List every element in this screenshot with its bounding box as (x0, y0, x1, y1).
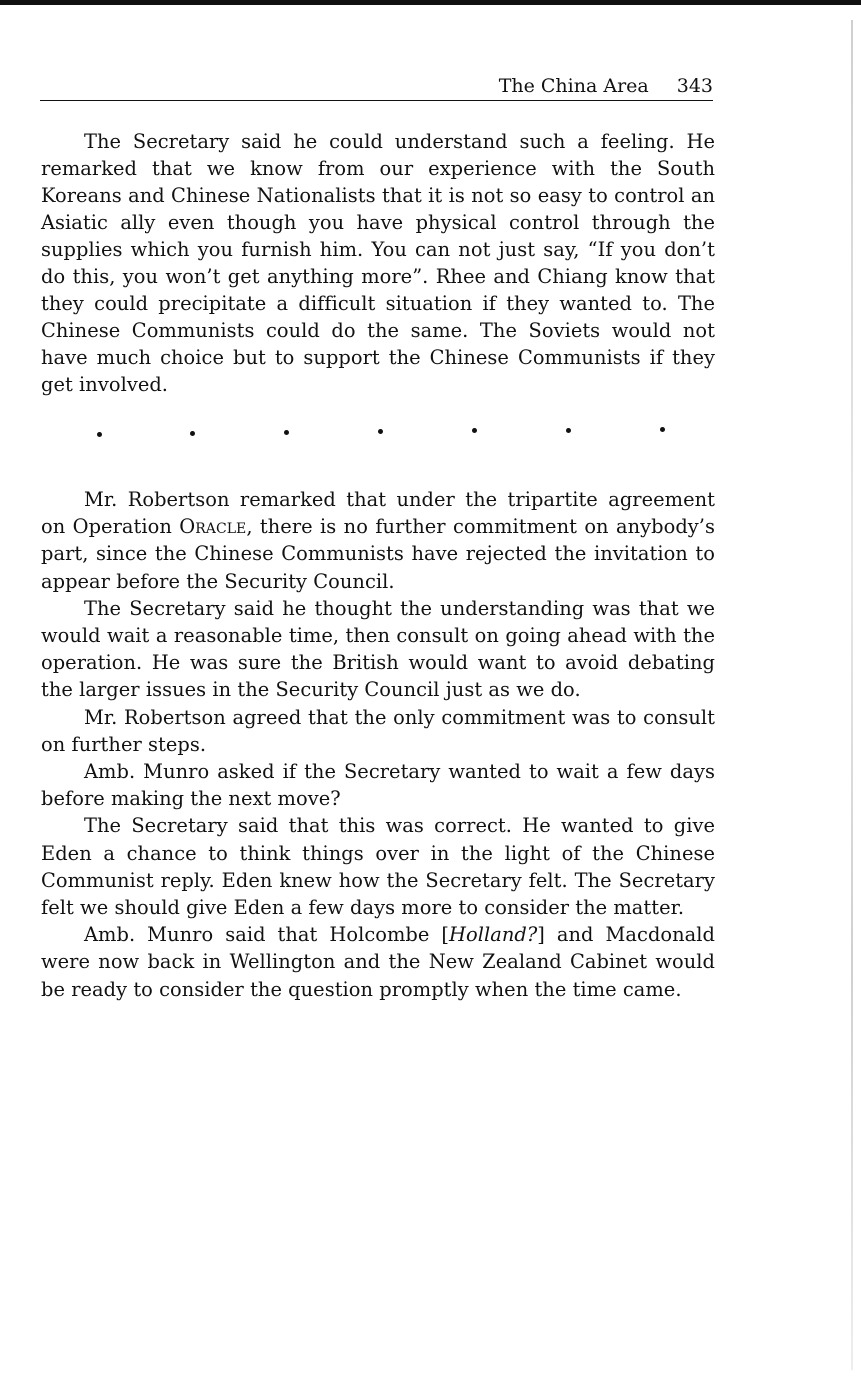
paragraph-secretary-eden: The Secretary said that this was correct. He wanted to give Eden a chance to think things over in the light of the Chinese Communist reply. Eden knew how the Secretary felt. The Secretary felt we should give Eden a few days more to consider the matter. (41, 814, 715, 920)
text-run: Mr. Robertson remarked that under the tripartite agreement on Operation (41, 488, 715, 539)
ellipsis-dot (472, 428, 477, 433)
text-run: ] and Macdonald were now back in Wellington and the New Zealand Cabinet would be ready to consider the question promptly when the time came. (41, 923, 715, 1001)
running-head (40, 74, 713, 101)
text-run: , there is no further commitment on anybody’s part, since the Chinese Communists have rejected the invitation to appear before the Security Council. (41, 515, 715, 593)
text-block-upper (41, 128, 715, 398)
top-edge-rule (0, 0, 861, 5)
ellipsis-dot (660, 427, 665, 432)
paragraph-munro-wait: Amb. Munro asked if the Secretary wanted to wait a few days before making the next move? (41, 760, 715, 811)
ellipsis-dots (0, 424, 861, 438)
ellipsis-dot (97, 432, 102, 437)
editorial-insertion: Holland? (449, 923, 538, 947)
page-number: 343 (676, 75, 713, 97)
ellipsis-dot (190, 431, 195, 436)
text-block-lower (41, 486, 715, 1003)
codename-oracle: Oracle (179, 515, 247, 539)
paragraph-munro-wellington (41, 921, 715, 1003)
paragraph-robertson-commitment: Mr. Robertson agreed that the only commitment was to consult on further steps. (41, 705, 715, 756)
section-title: The China Area (498, 75, 649, 97)
ellipsis-dot (284, 430, 289, 435)
paragraph-secretary-asiatic-ally: The Secretary said he could understand such a feeling. He remarked that we know from our experience with the South Koreans and Chinese Nationalists that it is not so easy to control an Asiatic ally even though you have physical control through the supplies which you furnish him. You can not just say, “If you don’t do this, you won’t get anything more”. Rhee and Chiang know that they could precipitate a difficult situation if they wanted to. The Chinese Communists could do the same. The Soviets would not have much choice but to support the Chinese Communists if they get involved. (41, 130, 715, 396)
ellipsis-dot (566, 428, 571, 433)
paragraph-secretary-reasonable-time: The Secretary said he thought the understanding was that we would wait a reasonable time, then consult on going ahead with the operation. He was sure the British would want to avoid debating the larger issues in the Security Council just as we do. (41, 596, 715, 702)
text-run: Amb. Munro said that Holcombe [ (84, 923, 450, 947)
page-edge-shadow (851, 20, 853, 1370)
ellipsis-dot (378, 429, 383, 434)
paragraph-robertson-tripartite (41, 486, 715, 595)
